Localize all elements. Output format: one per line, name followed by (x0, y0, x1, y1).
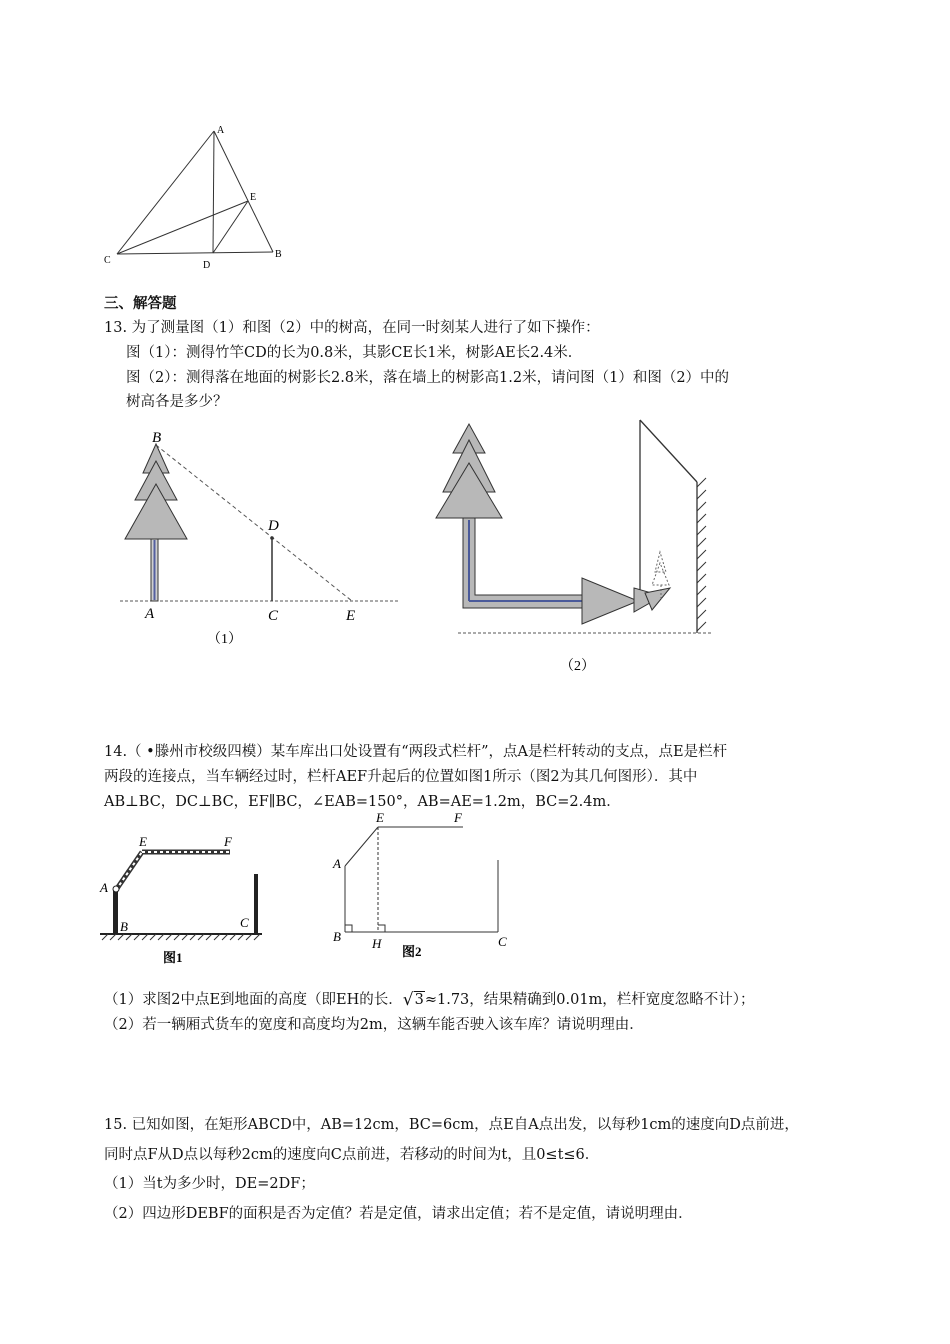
fig14-2-label-c: C (498, 934, 507, 949)
q14-figure-2 (325, 810, 525, 960)
q14-sub1-post: ≈1.73，结果精确到0.01m，栏杆宽度忽略不计）； (424, 992, 755, 1008)
q14-line1: 14.（ •滕州市校级四模）某车库出口处设置有“两段式栏杆”，点A是栏杆转动的支点，点E是栏杆 (104, 744, 728, 760)
q14-sub2: （2）若一辆厢式货车的宽度和高度均为2m，这辆车能否驶入该车库？请说明理由． (104, 1017, 644, 1033)
q14-sub1-pre: （1）求图2中点E到地面的高度（即EH的长． (104, 992, 403, 1008)
sqrt-symbol: √ (402, 990, 414, 1010)
fig14-2-label-b: B (333, 929, 341, 944)
q15-line1: 15. 已知如图，在矩形ABCD中，AB=12cm，BC=6cm，点E自A点出发，以每秒1cm的速度向D点前进， (104, 1117, 799, 1133)
q13-line2: 图（1）：测得竹竿CD的长为0.8米，其影CE长1米，树影AE长2.4米． (126, 345, 583, 361)
fig14-1-label-f: F (224, 834, 232, 849)
fig14-1-label-b: B (120, 919, 128, 934)
fig14-2-label-a: A (333, 856, 341, 871)
fig14-2-label-e: E (376, 810, 384, 825)
q13-line4: 树高各是多少？ (126, 394, 228, 410)
label-c: C (104, 255, 111, 266)
q14-figure-1 (95, 830, 270, 970)
fig2-caption: （2） (560, 659, 595, 674)
fig1-label-c: C (268, 608, 279, 624)
q15-line2: 同时点F从D点以每秒2cm的速度向C点前进，若移动的时间为t，且0≤t≤6． (104, 1147, 600, 1163)
label-b: B (275, 249, 282, 260)
q14-line2: 两段的连接点，当车辆经过时，栏杆AEF升起后的位置如图1所示（图2为其几何图形）．其中 (104, 769, 698, 785)
fig14-1-label-c: C (240, 915, 249, 930)
fig14-2-label-h: H (372, 936, 382, 951)
label-e: E (250, 192, 257, 203)
fig1-label-e: E (346, 608, 356, 624)
q15-sub2: （2）四边形DEBF的面积是否为定值？若是定值，请求出定值；若不是定值，请说明理由． (104, 1206, 693, 1222)
q14-sub1 (104, 990, 755, 1010)
q14-line3: AB⊥BC，DC⊥BC，EF∥BC，∠EAB=150°，AB=AE=1.2m，BC=2.4m． (104, 794, 621, 810)
fig1-caption: （1） (207, 632, 242, 647)
fig1-label-a: A (145, 606, 155, 622)
q15-sub1: （1）当t为多少时，DE=2DF； (104, 1176, 315, 1192)
sqrt-radicand: 3 (414, 992, 424, 1008)
label-d: D (203, 260, 211, 271)
fig1-label-d: D (268, 518, 279, 534)
fig14-1-label-e: E (139, 834, 147, 849)
fig14-1-caption: 图1 (163, 950, 183, 965)
q13-figure-1 (118, 425, 408, 655)
label-a: A (217, 125, 225, 136)
q13-line1: 13. 为了测量图（1）和图（2）中的树高，在同一时刻某人进行了如下操作： (104, 320, 600, 336)
fig14-2-label-f: F (454, 810, 462, 825)
section-heading: 三、解答题 (104, 295, 177, 312)
fig1-label-b: B (152, 430, 162, 446)
q13-figure-2 (430, 412, 720, 677)
fig14-2-caption: 图2 (402, 944, 422, 959)
q13-line3: 图（2）：测得落在地面的树影长2.8米，落在墙上的树影高1.2米，请问图（1）和图（2）中的 (126, 370, 730, 386)
figure-triangle-abc (100, 120, 300, 275)
fig14-1-label-a: A (100, 880, 108, 895)
